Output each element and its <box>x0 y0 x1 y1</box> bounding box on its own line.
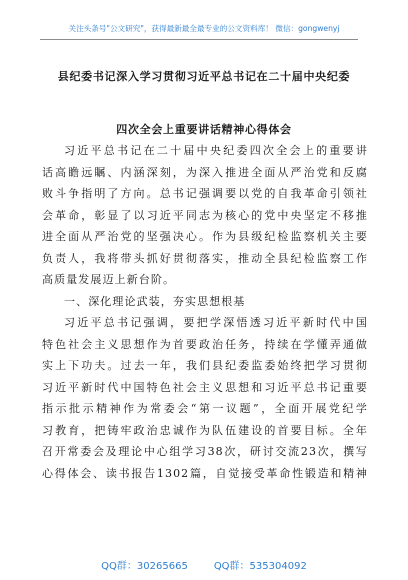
header-note: 关注头条号"公文研究"，获得最新最全最专业的公文资料库！ 微信：gongwenyj <box>68 24 340 33</box>
section-heading: 一、深化理论武装，夯实思想根基 <box>64 294 246 308</box>
paragraph-line: 负责人，我将带头抓好贯彻落实，推动全县纪检监察工作 <box>42 251 368 265</box>
footer-qq-group-1: QQ群：30265665 <box>101 561 188 572</box>
document-body <box>42 140 368 484</box>
paragraph-line: 高质量发展迈上新台阶。 <box>42 273 176 286</box>
paragraph-line: 召开常委会及理论中心组学习38次，研讨交流23次，撰写 <box>42 445 368 458</box>
header-divider <box>40 39 358 40</box>
paragraph-line: 习近平总书记在二十届中央纪委四次全会上的重要讲 <box>64 144 368 157</box>
paragraph-line: 习教育，把铸牢政治忠诚作为队伍建设的首要目标。全年 <box>42 423 368 437</box>
footer-contact <box>0 557 408 572</box>
document-title-line-1: 县纪委书记深入学习贯彻习近平总书记在二十届中央纪委 <box>57 70 351 83</box>
paragraph-line: 指示批示精神作为常委会“第一议题”，全面开展党纪学 <box>42 402 368 415</box>
paragraph-line: 败斗争指明了方向。总书记强调要以党的自我革命引领社 <box>42 187 368 200</box>
paragraph-line: 特色社会主义思想作为首要政治任务，持续在学懂弄通做 <box>42 337 368 351</box>
footer-qq-group-2: QQ群：535304092 <box>213 561 307 572</box>
paragraph-line: 实上下功夫。过去一年，我们县纪委监委始终把学习贯彻 <box>42 359 368 372</box>
paragraph-line: 会革命，彰显了以习近平同志为核心的党中央坚定不移推 <box>42 208 368 222</box>
paragraph-line: 习近平新时代中国特色社会主义思想和习近平总书记重要 <box>42 380 368 394</box>
document-title-line-2: 四次全会上重要讲话精神心得体会 <box>116 123 292 136</box>
paragraph-line: 话高瞻远瞩、内涵深刻，为深入推进全面从严治党和反腐 <box>42 165 368 179</box>
paragraph-line: 习近平总书记强调，要把学深悟透习近平新时代中国 <box>64 316 368 329</box>
paragraph-line: 进全面从严治党的坚强决心。作为县级纪检监察机关主要 <box>42 230 368 243</box>
paragraph-line: 心得体会、读书报告1302篇，自觉接受革命性锻造和精神 <box>42 466 368 480</box>
